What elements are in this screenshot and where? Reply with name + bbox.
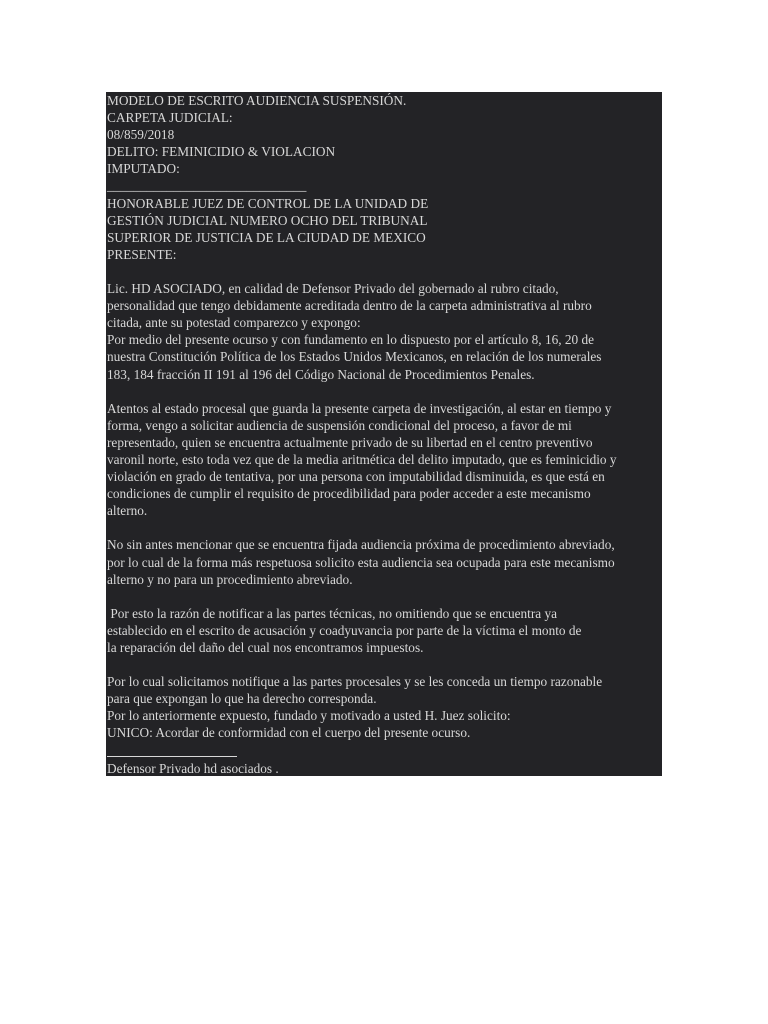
paragraph-2-line: forma, vengo a solicitar audiencia de suspensión condicional del proceso, a favor de mi <box>107 417 572 433</box>
paragraph-3-line: No sin antes mencionar que se encuentra fijada audiencia próxima de procedimiento abreviado, <box>107 537 615 553</box>
paragraph-1-line: Lic. HD ASOCIADO, en calidad de Defensor Privado del gobernado al rubro citado, <box>107 281 559 297</box>
blank-gap <box>107 263 662 280</box>
imputado-line: IMPUTADO: <box>107 161 180 177</box>
blank-gap <box>107 656 662 673</box>
addressee-line: SUPERIOR DE JUSTICIA DE LA CIUDAD DE MEXICO <box>107 229 426 245</box>
paragraph-2-line: Atentos al estado procesal que guarda la presente carpeta de investigación, al estar en tiempo y <box>107 400 612 416</box>
paragraph-4-line: establecido en el escrito de acusación y coadyuvancia por parte de la víctima el monto de <box>107 622 582 638</box>
paragraph-2-line: representado, quien se encuentra actualmente privado de su libertad en el centro preventivo <box>107 434 593 450</box>
paragraph-5-line: para que expongan lo que ha derecho corresponda. <box>107 691 377 707</box>
paragraph-2-line: alterno. <box>107 503 148 519</box>
carpeta-label: CARPETA JUDICIAL: <box>107 110 233 126</box>
blank-gap <box>107 519 662 536</box>
blank-gap <box>107 588 662 605</box>
document-title: MODELO DE ESCRITO AUDIENCIA SUSPENSIÓN. <box>107 93 407 108</box>
carpeta-number: 08/859/2018 <box>107 127 175 143</box>
blank-gap <box>107 383 662 400</box>
paragraph-5-line: Por lo cual solicitamos notifique a las partes procesales y se les conceda un tiempo razonable <box>107 674 603 690</box>
paragraph-1-line: personalidad que tengo debidamente acreditada dentro de la carpeta administrativa al rubro <box>107 298 592 314</box>
signature-text: Defensor Privado hd asociados . <box>107 760 279 776</box>
imputado-blank: ______________________________ <box>107 178 307 194</box>
paragraph-3-line: alterno y no para un procedimiento abreviado. <box>107 571 353 587</box>
document-page <box>106 92 662 776</box>
paragraph-3-line: por lo cual de la forma más respetuosa solicito esta audiencia sea ocupada para este mecanismo <box>107 554 615 570</box>
paragraph-5-line: Por lo anteriormente expuesto, fundado y motivado a usted H. Juez solicito: <box>107 708 511 724</box>
paragraph-2-line: violación en grado de tentativa, por una persona con imputabilidad disminuida, es que está en <box>107 469 605 485</box>
paragraph-4-line: Por esto la razón de notificar a las partes técnicas, no omitiendo que se encuentra ya <box>107 605 558 621</box>
paragraph-2-line: varonil norte, esto toda vez que de la media aritmética del delito imputado, que es feminicidio y <box>107 451 617 467</box>
addressee-line: HONORABLE JUEZ DE CONTROL DE LA UNIDAD DE <box>107 195 429 211</box>
addressee-line: GESTIÓN JUDICIAL NUMERO OCHO DEL TRIBUNAL <box>107 212 428 228</box>
paragraph-1-line: 183, 184 fracción II 191 al 196 del Código Nacional de Procedimientos Penales. <box>107 366 535 382</box>
paragraph-4-line: la reparación del daño del cual nos encontramos impuestos. <box>107 640 424 655</box>
presente-line: PRESENTE: <box>107 246 177 262</box>
paragraph-5-line: UNICO: Acordar de conformidad con el cuerpo del presente ocurso. <box>107 725 471 741</box>
delito-line: DELITO: FEMINICIDIO & VIOLACION <box>107 144 336 160</box>
paragraph-1-line: nuestra Constitución Política de los Estados Unidos Mexicanos, en relación de los numerales <box>107 349 602 365</box>
paragraph-2-line: condiciones de cumplir el requisito de procedibilidad para poder acceder a este mecanismo <box>107 486 591 502</box>
paragraph-1-line: Por medio del presente ocurso y con fundamento en lo dispuesto por el artículo 8, 16, 20 de <box>107 332 595 348</box>
signature-rule <box>107 742 237 757</box>
paragraph-1-line: citada, ante su potestad comparezco y expongo: <box>107 315 361 331</box>
